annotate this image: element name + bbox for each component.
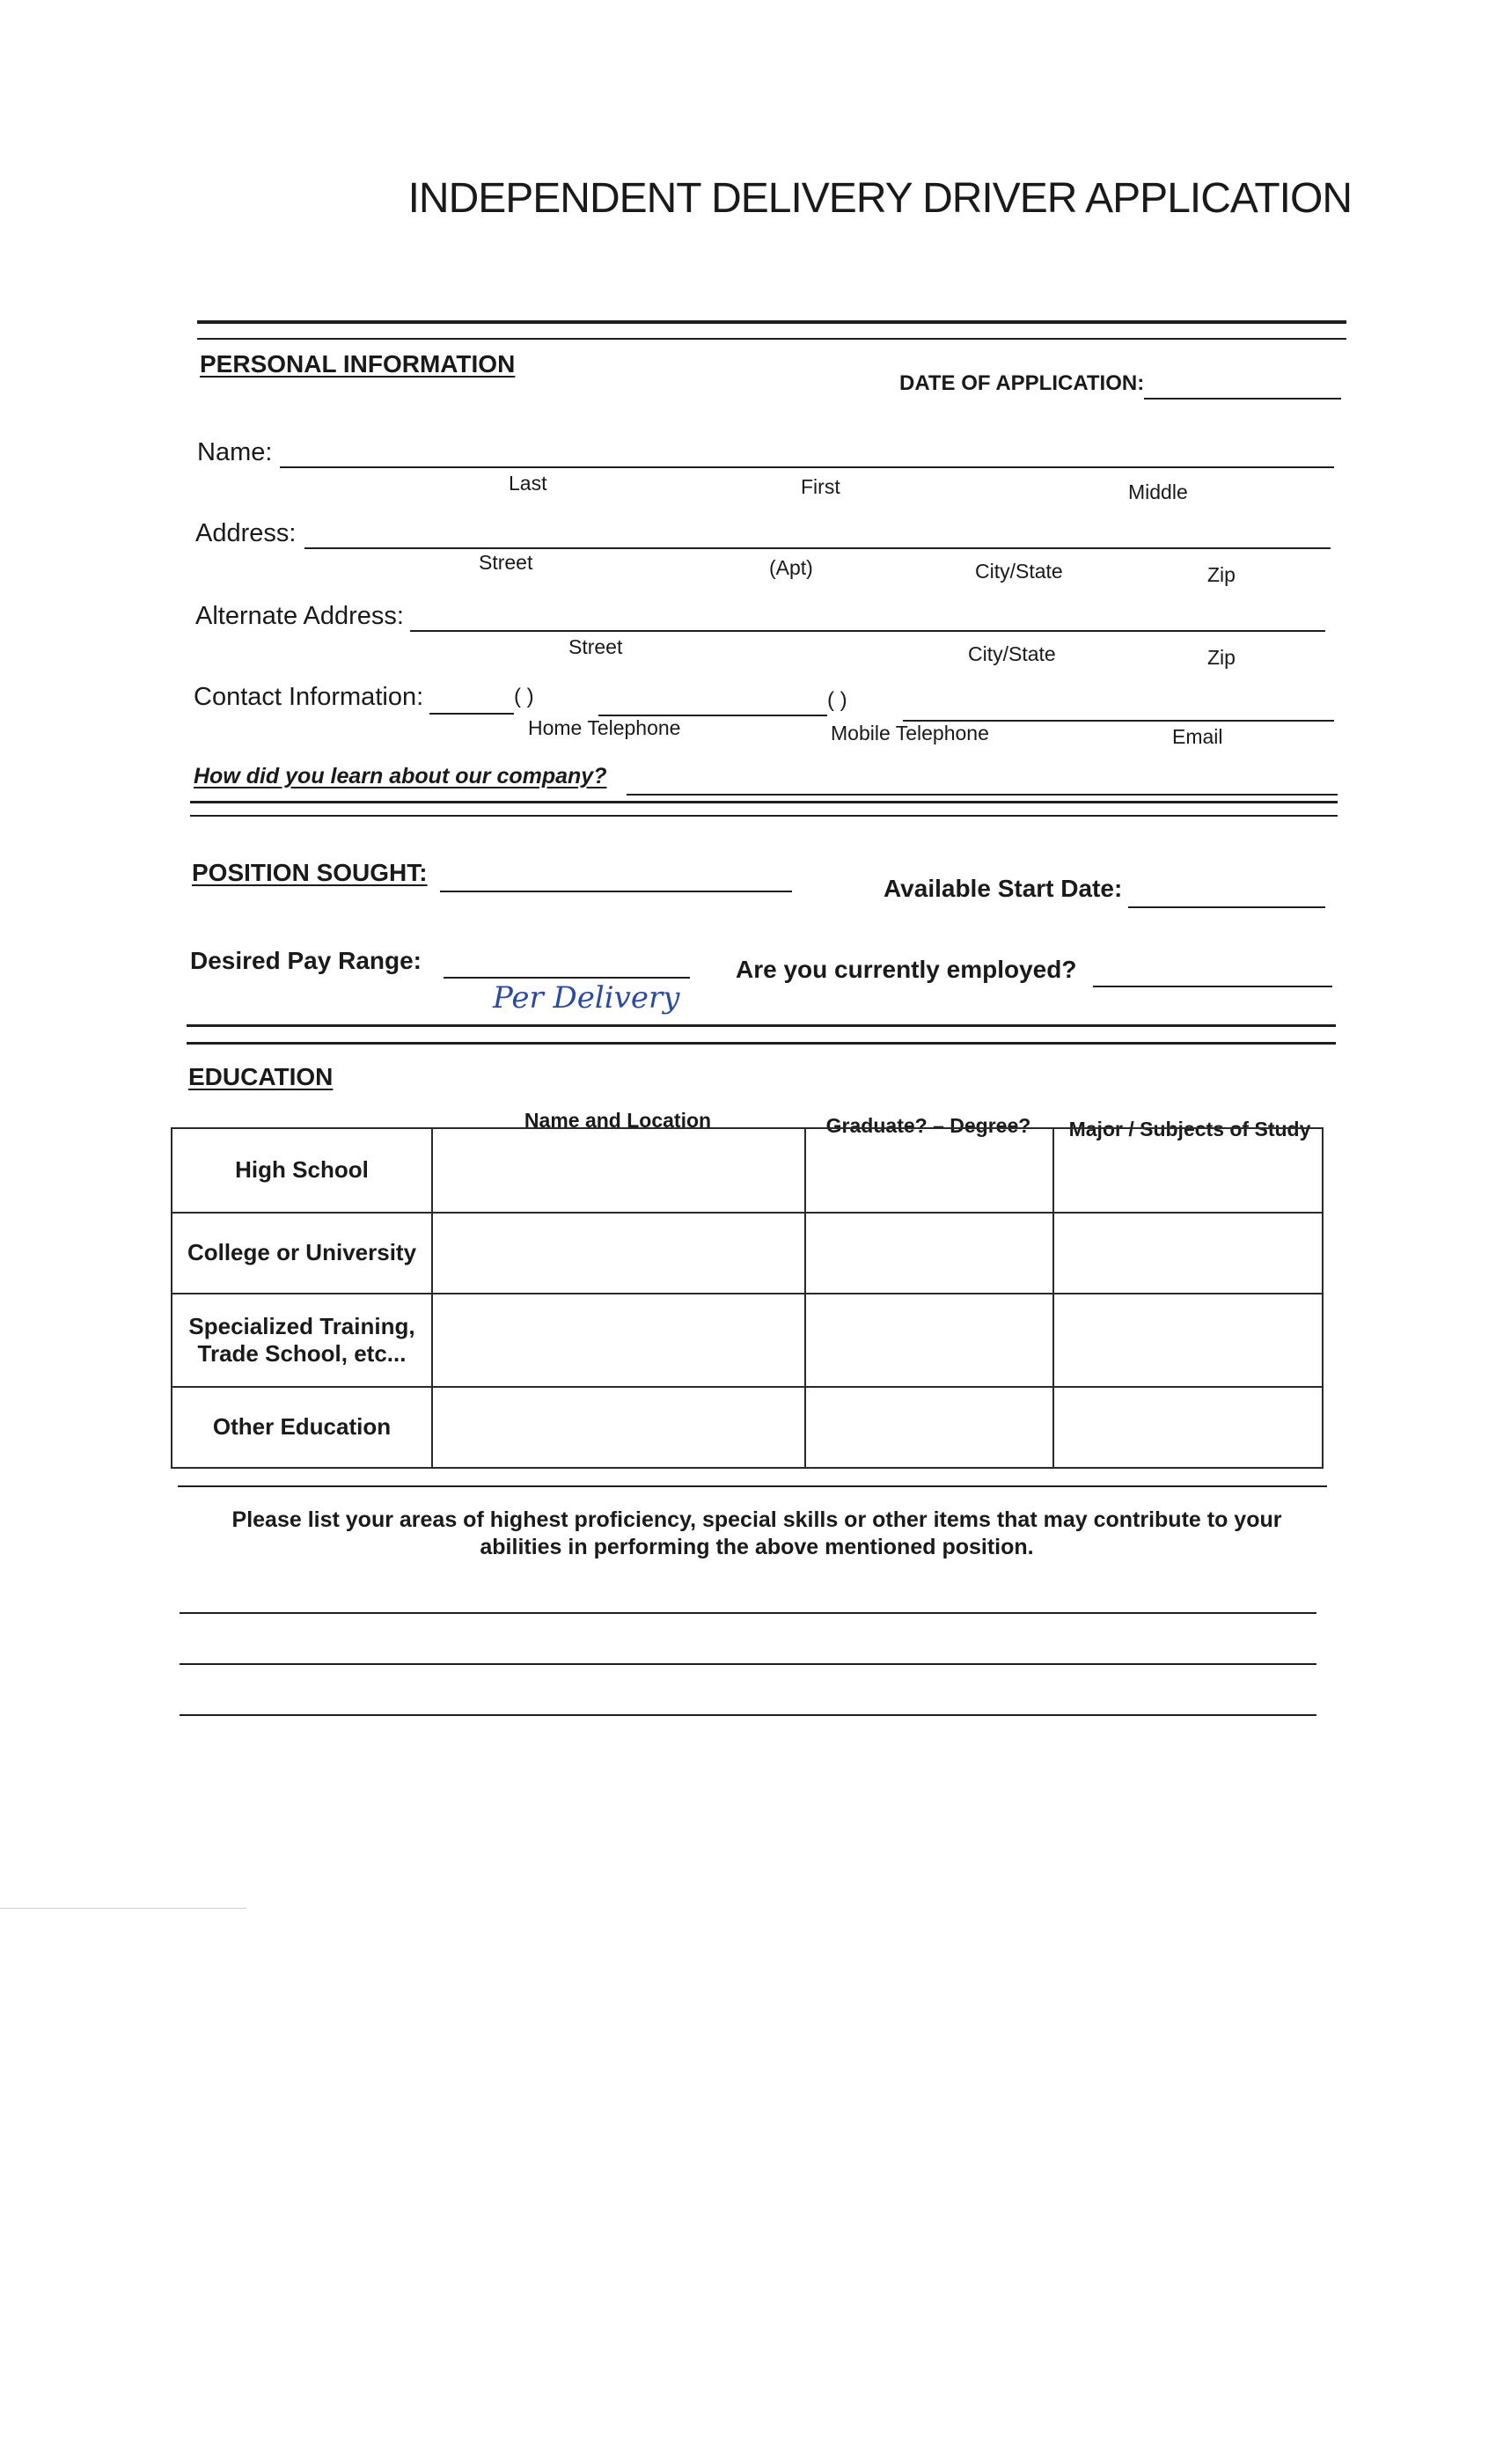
table-row [172, 1213, 1323, 1294]
address-field[interactable] [304, 521, 1331, 549]
contact-sub-mobile: Mobile Telephone [831, 722, 989, 744]
contact-sub-home: Home Telephone [528, 716, 681, 739]
edu-cell-name-location[interactable] [432, 1294, 805, 1387]
edu-row-label: High School [172, 1128, 432, 1213]
education-table [171, 1127, 1324, 1469]
name-label: Name: [197, 438, 273, 466]
education-heading: EDUCATION [188, 1063, 334, 1090]
name-sub-middle: Middle [1128, 480, 1188, 503]
edu-cell-major[interactable] [1053, 1294, 1323, 1387]
edu-col-graduate-degree: Graduate? – Degree? [825, 1114, 1031, 1137]
edu-col-name-location: Name and Location [524, 1109, 712, 1132]
address-sub-street: Street [479, 551, 533, 574]
alt-address-label: Alternate Address: [195, 602, 404, 630]
edu-col-major: Major / Subjects of Study [1068, 1118, 1311, 1140]
home-phone-field[interactable] [598, 690, 827, 716]
contact-lead-field[interactable] [429, 688, 514, 715]
currently-employed-label: Are you currently employed? [736, 956, 1077, 983]
skills-prompt: Please list your areas of highest proficiency, special skills or other items that may contribute to your abilities in performing the above mentioned position. [231, 1507, 1282, 1560]
skills-line-3[interactable] [180, 1714, 1316, 1716]
edu-row-label: College or University [172, 1213, 432, 1294]
currently-employed-field[interactable] [1093, 959, 1332, 987]
desired-pay-field[interactable] [444, 950, 690, 979]
position-sought-field[interactable] [440, 864, 792, 892]
personal-end-rule-2 [190, 815, 1338, 817]
alt-address-field[interactable] [410, 604, 1325, 632]
name-sub-first: First [801, 475, 840, 498]
personal-info-heading: PERSONAL INFORMATION [200, 350, 516, 378]
edu-cell-graduate-degree[interactable] [805, 1128, 1053, 1213]
edu-cell-graduate-degree[interactable] [805, 1294, 1053, 1387]
edu-cell-graduate-degree[interactable] [805, 1387, 1053, 1468]
page-title: INDEPENDENT DELIVERY DRIVER APPLICATION [407, 175, 1352, 222]
education-end-rule [178, 1485, 1327, 1487]
alt-address-sub-zip: Zip [1207, 646, 1236, 669]
name-sub-last: Last [509, 472, 547, 495]
top-rule-thin [197, 338, 1346, 340]
personal-end-rule-1 [190, 801, 1338, 803]
home-phone-area-code[interactable]: ( ) [514, 685, 534, 708]
address-label: Address: [195, 519, 297, 547]
mobile-phone-area-code[interactable]: ( ) [827, 688, 847, 712]
desired-pay-handwritten: Per Delivery [493, 980, 680, 1016]
contact-remaining-field[interactable] [903, 695, 1334, 722]
edu-row-label: Other Education [172, 1387, 432, 1468]
contact-label: Contact Information: [194, 683, 424, 711]
position-end-rule-2 [187, 1042, 1336, 1045]
table-row [172, 1128, 1323, 1213]
edu-cell-name-location[interactable] [432, 1387, 805, 1468]
available-start-date-field[interactable] [1128, 880, 1325, 908]
learn-about-field[interactable] [627, 774, 1338, 796]
edu-cell-major[interactable] [1053, 1387, 1323, 1468]
date-of-application-field[interactable] [1144, 373, 1341, 400]
edu-cell-graduate-degree[interactable] [805, 1213, 1053, 1294]
top-rule-thick [197, 320, 1346, 324]
skills-line-2[interactable] [180, 1663, 1316, 1665]
alt-address-sub-street: Street [568, 635, 623, 658]
available-start-date-label: Available Start Date: [884, 875, 1123, 902]
table-row [172, 1387, 1323, 1468]
scan-edge-line [0, 1908, 246, 1909]
alt-address-sub-city-state: City/State [968, 642, 1056, 665]
position-sought-label: POSITION SOUGHT: [192, 859, 428, 886]
desired-pay-label: Desired Pay Range: [190, 947, 422, 974]
date-of-application-label: DATE OF APPLICATION: [899, 371, 1145, 395]
name-field[interactable] [280, 440, 1334, 468]
edu-cell-name-location[interactable] [432, 1128, 805, 1213]
address-sub-apt: (Apt) [769, 556, 813, 579]
edu-cell-major[interactable] [1053, 1213, 1323, 1294]
table-row [172, 1294, 1323, 1387]
address-sub-zip: Zip [1207, 563, 1236, 586]
edu-cell-name-location[interactable] [432, 1213, 805, 1294]
edu-row-label: Specialized Training, Trade School, etc... [172, 1294, 432, 1387]
skills-line-1[interactable] [180, 1612, 1316, 1614]
learn-about-label: How did you learn about our company? [194, 764, 607, 788]
edu-cell-major[interactable] [1053, 1128, 1323, 1213]
contact-sub-email: Email [1172, 725, 1223, 748]
position-end-rule-1 [187, 1024, 1336, 1027]
address-sub-city-state: City/State [975, 560, 1063, 583]
